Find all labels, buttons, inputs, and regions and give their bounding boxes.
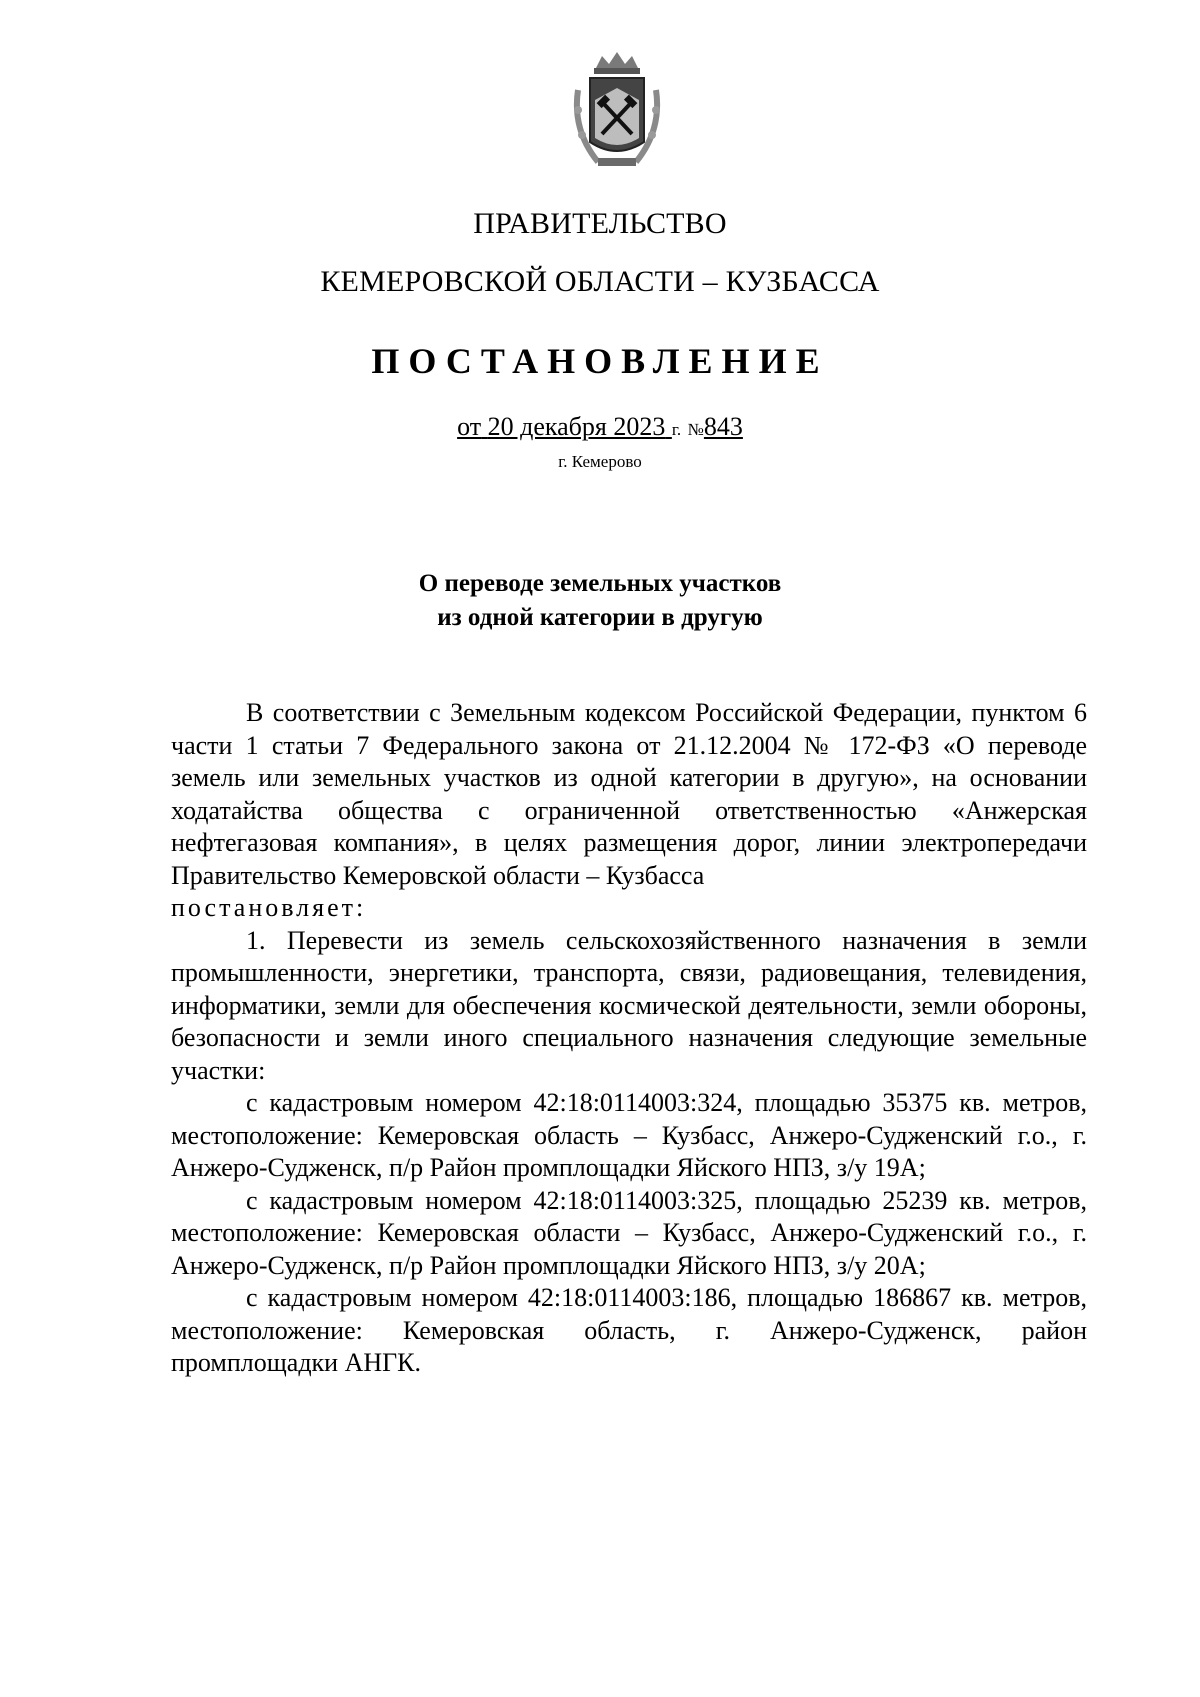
parcel-2-paragraph: с кадастровым номером 42:18:0114003:325, площадью 25239 кв. метров, местоположение: Кемеровская области – Кузбасс, Анжеро-Судженский г.о., г. Анжеро-Судженск, п/р Район промплощадки Яйского НПЗ, з/у 20А; xyxy=(171,1185,1087,1280)
organization-name-line2: КЕМЕРОВСКОЙ ОБЛАСТИ – КУЗБАССА xyxy=(320,265,880,298)
decides-word: постановляет: xyxy=(171,893,367,922)
document-city: г. Кемерово xyxy=(558,452,642,471)
coat-of-arms-emblem-icon xyxy=(568,50,666,175)
document-body xyxy=(171,697,1087,1380)
document-date: 20 декабря 2023 xyxy=(487,412,666,441)
preamble-paragraph xyxy=(171,697,1087,925)
number-sign: № xyxy=(687,420,704,439)
parcel-1-paragraph: с кадастровым номером 42:18:0114003:324, площадью 35375 кв. метров, местоположение: Кемеровская область – Кузбасс, Анжеро-Судженский г.о., г. Анжеро-Судженск, п/р Район промплощадки Яйского НПЗ, з/у 19А; xyxy=(171,1088,1087,1182)
organization-name-line1: ПРАВИТЕЛЬСТВО xyxy=(473,207,727,240)
document-date-number xyxy=(0,412,1200,442)
preamble-text: В соответствии с Земельным кодексом Российской Федерации, пунктом 6 части 1 статьи 7 Федерального закона от 21.12.2004 № 172-ФЗ «О переводе земель или земельных участков из одной категории в другую», на основании ходатайства общества с ограниченной ответственностью «Анжерская нефтегазовая компания», в целях размещения дорог, линии электропередачи Правительство Кемеровской области – Кузбасса xyxy=(171,698,1087,890)
item-1-paragraph: 1. Перевести из земель сельскохозяйственного назначения в земли промышленности, энергетики, транспорта, связи, радиовещания, телевидения, информатики, земли для обеспечения космической деятельности, земли обороны, безопасности и земли иного специального назначения следующие земельные участки: xyxy=(171,925,1087,1085)
document-number: 843 xyxy=(703,412,743,441)
subject-line1: О переводе земельных участков xyxy=(418,570,782,597)
parcel-3-paragraph: с кадастровым номером 42:18:0114003:186, площадью 186867 кв. метров, местоположение: Кемеровская область, г. Анжеро-Судженск, район промплощадки АНГК. xyxy=(171,1283,1087,1377)
date-prefix: от xyxy=(457,412,482,441)
document-type-title: ПОСТАНОВЛЕНИЕ xyxy=(371,341,829,381)
year-suffix: г. xyxy=(671,420,682,439)
subject-line2: из одной категории в другую xyxy=(437,604,763,631)
